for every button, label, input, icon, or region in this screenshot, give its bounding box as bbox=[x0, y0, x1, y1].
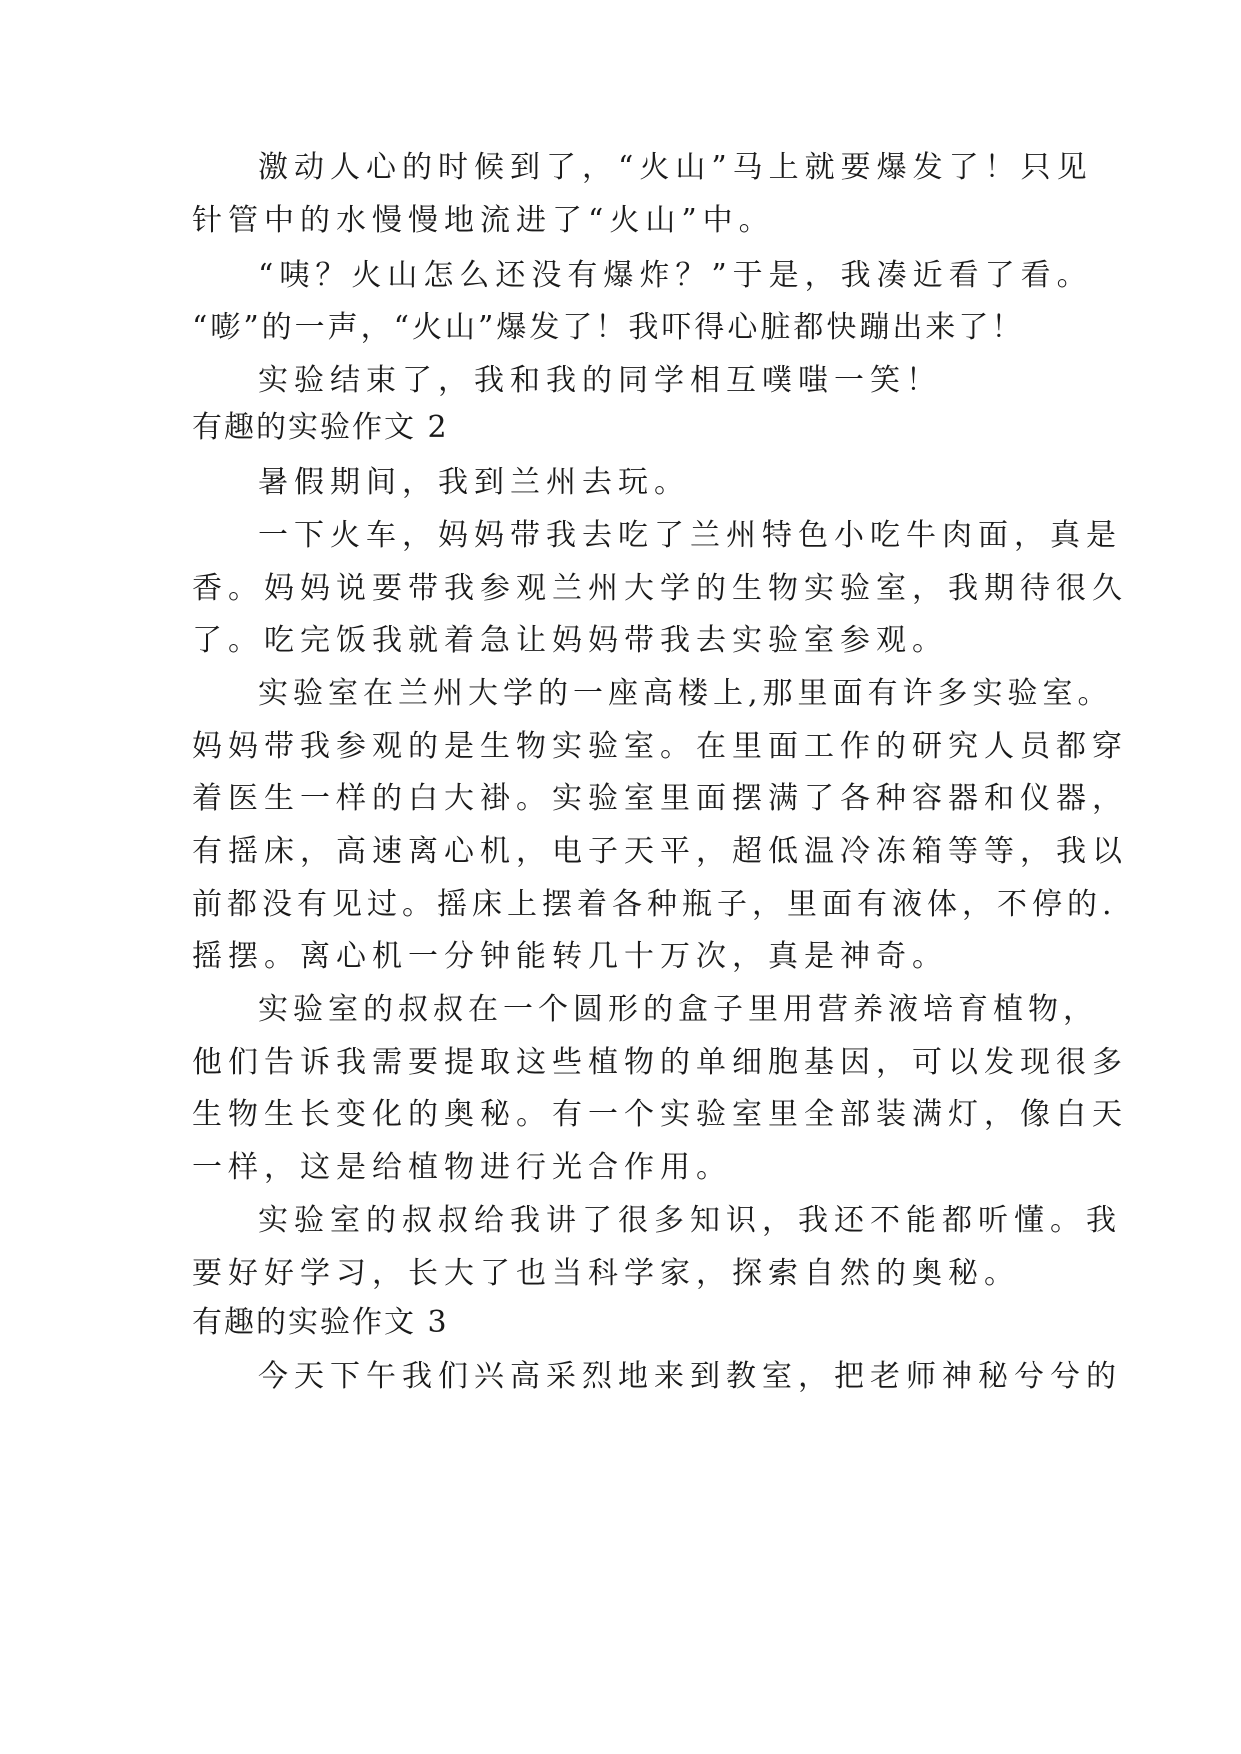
paragraph-line: 今天下午我们兴高采烈地来到教室，把老师神秘兮兮的 bbox=[258, 1359, 1122, 1394]
paragraph-line: “咦？火山怎么还没有爆炸？”于是，我凑近看了看。 bbox=[258, 258, 1093, 293]
paragraph-line: 香。妈妈说要带我参观兰州大学的生物实验室，我期待很久 bbox=[192, 571, 1128, 606]
paragraph-line: 实验室的叔叔在一个圆形的盒子里用营养液培育植物， bbox=[258, 992, 1098, 1027]
paragraph-line: 他们告诉我需要提取这些植物的单细胞基因，可以发现很多 bbox=[192, 1045, 1128, 1080]
paragraph-line: 实验室在兰州大学的一座高楼上,那里面有许多实验室。 bbox=[258, 676, 1113, 711]
paragraph-line: 前都没有见过。摇床上摆着各种瓶子，里面有液体，不停的. bbox=[192, 887, 1117, 922]
section-heading: 有趣的实验作文 3 bbox=[192, 1305, 449, 1340]
paragraph-line: 妈妈带我参观的是生物实验室。在里面工作的研究人员都穿 bbox=[192, 729, 1128, 764]
paragraph-line: 实验结束了，我和我的同学相互噗嗤一笑！ bbox=[258, 363, 942, 398]
paragraph-line: 针管中的水慢慢地流进了“火山”中。 bbox=[192, 203, 775, 238]
paragraph-line: 实验室的叔叔给我讲了很多知识，我还不能都听懂。我 bbox=[258, 1203, 1122, 1238]
paragraph-line: 激动人心的时候到了，“火山”马上就要爆发了！只见 bbox=[258, 150, 1093, 185]
paragraph-line: 摇摆。离心机一分钟能转几十万次，真是神奇。 bbox=[192, 939, 948, 974]
paragraph-line: 暑假期间，我到兰州去玩。 bbox=[258, 465, 690, 500]
paragraph-line: 要好好学习，长大了也当科学家，探索自然的奥秘。 bbox=[192, 1256, 1020, 1291]
paragraph-line: 一样，这是给植物进行光合作用。 bbox=[192, 1150, 732, 1185]
section-heading: 有趣的实验作文 2 bbox=[192, 410, 449, 445]
paragraph-line: 一下火车，妈妈带我去吃了兰州特色小吃牛肉面，真是 bbox=[258, 518, 1122, 553]
paragraph-line: 着医生一样的白大褂。实验室里面摆满了各种容器和仪器， bbox=[192, 781, 1128, 816]
paragraph-line: 了。吃完饭我就着急让妈妈带我去实验室参观。 bbox=[192, 623, 948, 658]
paragraph-line: “嘭”的一声，“火山”爆发了！我吓得心脏都快蹦出来了！ bbox=[192, 310, 1025, 345]
paragraph-line: 有摇床，高速离心机，电子天平，超低温冷冻箱等等，我以 bbox=[192, 834, 1128, 869]
paragraph-line: 生物生长变化的奥秘。有一个实验室里全部装满灯，像白天 bbox=[192, 1097, 1128, 1132]
